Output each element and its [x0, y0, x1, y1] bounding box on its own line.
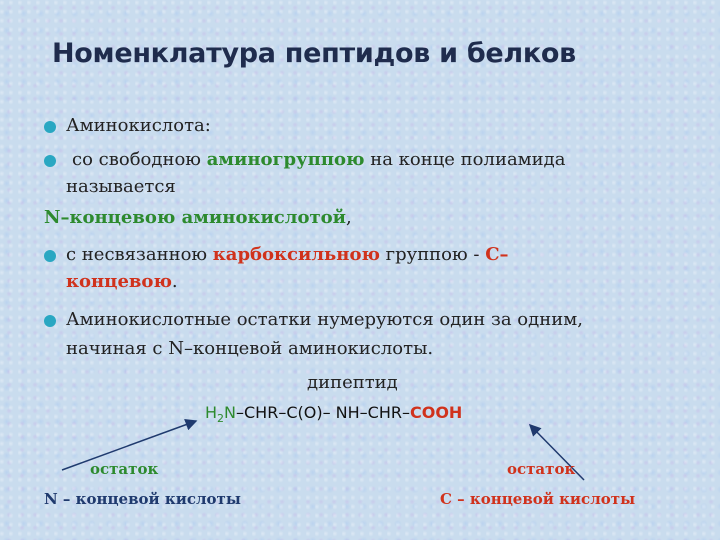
slide-title: Номенклатура пептидов и белков	[52, 38, 576, 69]
text-plain: .	[171, 271, 178, 292]
formula-h: H	[205, 403, 218, 422]
highlight-n-terminal: N–концевою аминокислотой	[44, 207, 346, 228]
left-residue-label: остаток	[90, 460, 159, 478]
bullet-numbering-cont: начиная с N–концевой аминокислоты.	[66, 338, 434, 359]
right-residue-label: остаток	[507, 460, 576, 478]
bullet-aminoacid: Аминокислота:	[66, 115, 211, 136]
formula-middle: –CHR–C(O)– NH–CHR–	[236, 403, 410, 422]
bullet-free-amino-cont: называется	[66, 176, 176, 197]
right-residue-desc: С – концевой кислоты	[440, 490, 636, 508]
highlight-c-terminal: концевою	[66, 271, 172, 292]
text-plain: с несвязанною	[66, 244, 213, 265]
highlight-c-dash: С–	[485, 244, 509, 265]
formula-sub: 2	[217, 412, 225, 426]
text-plain: на конце полиамида	[364, 149, 566, 170]
dipeptide-label: дипептид	[307, 372, 398, 393]
highlight-carboxyl: карбоксильною	[212, 244, 380, 265]
text-plain: группою -	[379, 244, 486, 265]
highlight-amino-group: аминогруппою	[206, 149, 365, 170]
text-plain: ,	[345, 207, 352, 228]
bullet-numbering: Аминокислотные остатки нумеруются один за одним,	[66, 309, 583, 330]
formula-n: N	[224, 403, 236, 422]
text-plain: со свободною	[72, 149, 207, 170]
formula-cooh: COOH	[409, 403, 463, 422]
left-residue-desc: N – концевой кислоты	[44, 490, 241, 508]
